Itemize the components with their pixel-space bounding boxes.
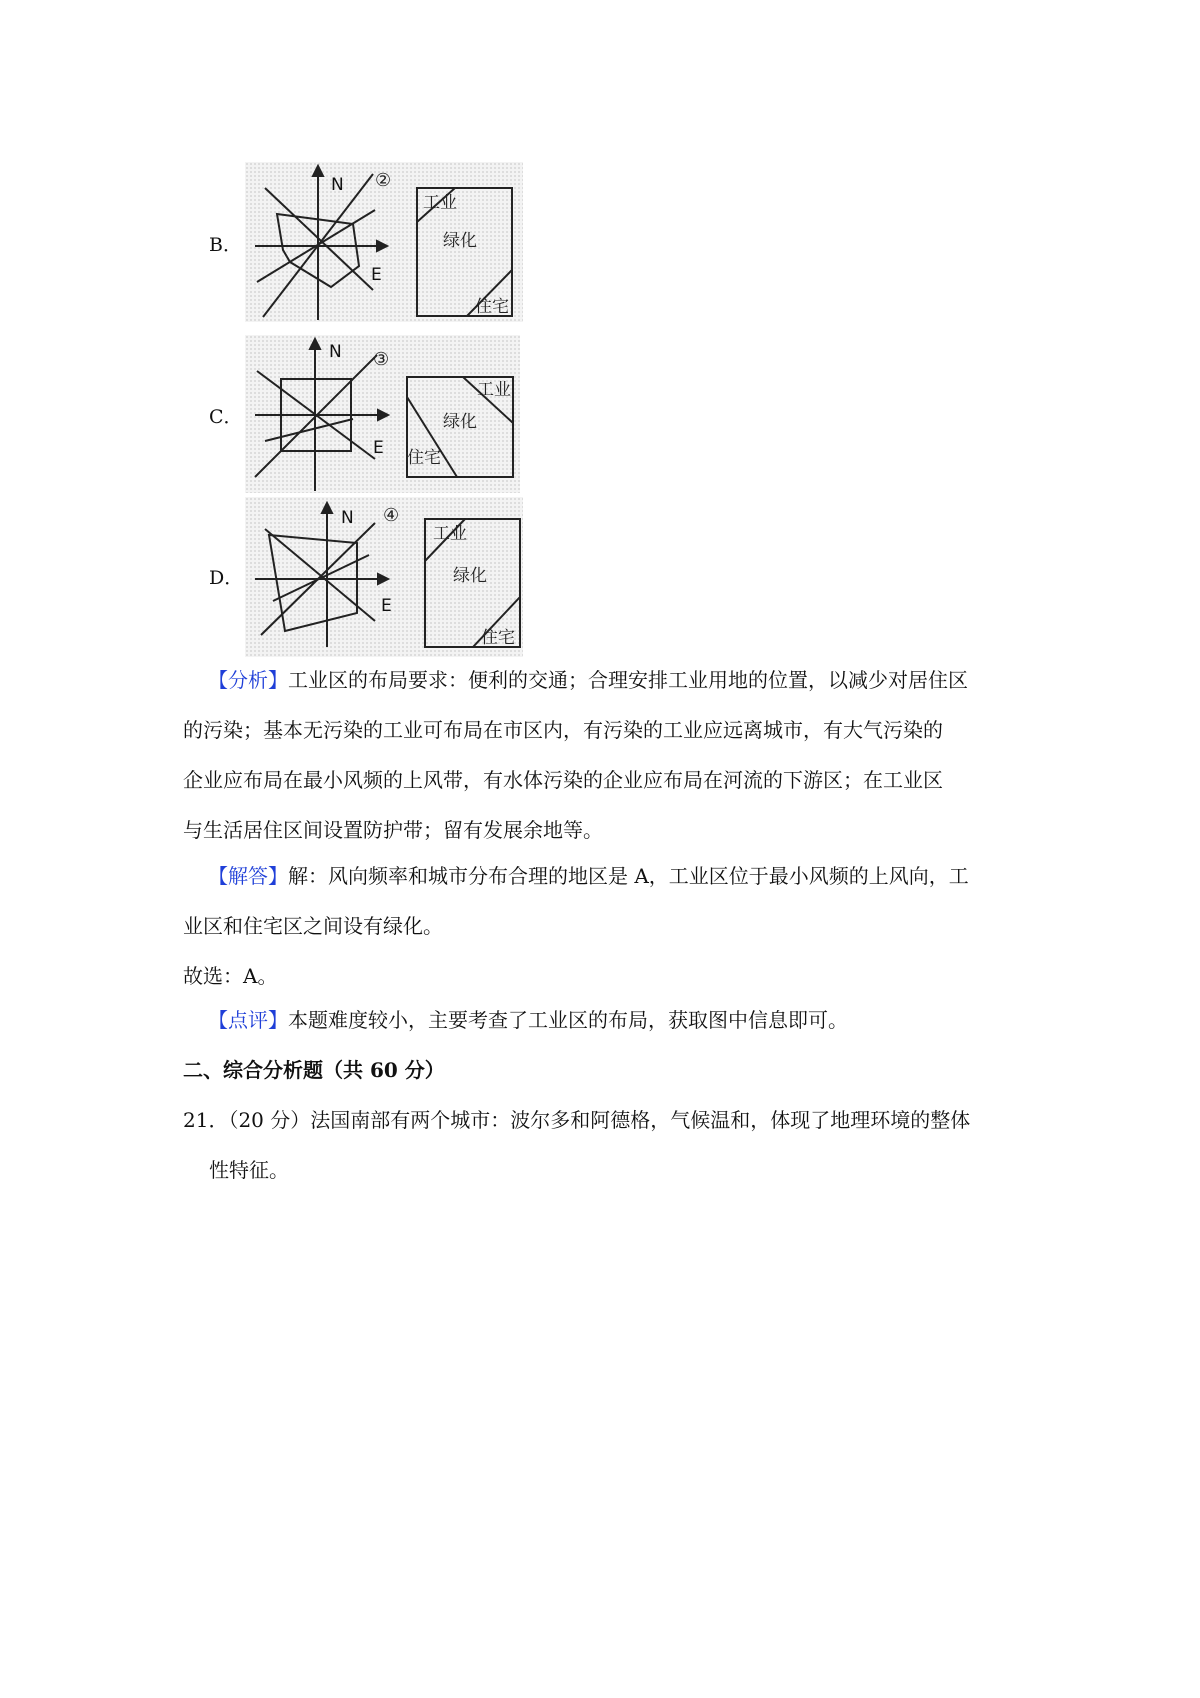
- zone-residential: 住宅: [407, 448, 441, 468]
- analysis-tag: 【分析】: [208, 668, 288, 692]
- option-b-label: B．: [209, 234, 242, 256]
- east-label: E: [373, 438, 384, 458]
- option-d-diagram: [245, 497, 523, 657]
- north-label: N: [331, 175, 344, 195]
- zone-industry: 工业: [477, 380, 511, 400]
- zone-industry: 工业: [433, 524, 467, 544]
- answer-line: 业区和住宅区之间设有绿化。: [183, 914, 443, 938]
- section-title: 二、综合分析题（共 60 分）: [183, 1058, 445, 1082]
- east-label: E: [371, 265, 382, 285]
- question-number: 21．: [183, 1108, 229, 1132]
- analysis-block: [183, 655, 1028, 855]
- north-label: N: [329, 342, 342, 362]
- option-c-figure: [245, 335, 520, 493]
- zone-residential: 住宅: [481, 628, 515, 648]
- zone-green: 绿化: [453, 566, 487, 586]
- answer-choice: 故选：A。: [183, 964, 278, 988]
- option-c-diagram: [245, 335, 520, 493]
- answer-tag: 【解答】: [208, 864, 288, 888]
- arrow-n: [310, 339, 320, 349]
- answer-block: [183, 851, 1028, 1001]
- zone-green: 绿化: [443, 412, 477, 432]
- comment-line: [208, 995, 1028, 1045]
- figure-number: ③: [373, 349, 390, 370]
- arrow-n: [313, 166, 323, 176]
- analysis-line: 与生活居住区间设置防护带；留有发展余地等。: [183, 818, 603, 842]
- question-21-line2: 性特征。: [209, 1158, 289, 1182]
- arrow-e: [378, 410, 388, 420]
- analysis-text: 工业区的布局要求：便利的交通；合理安排工业用地的位置，以减少对居住区: [288, 668, 968, 692]
- answer-text: 解：风向频率和城市分布合理的地区是 A，工业区位于最小风频的上风向，工: [288, 864, 969, 888]
- zone-residential: 住宅: [475, 297, 509, 317]
- option-d-label: D．: [209, 567, 244, 589]
- figure-number: ④: [383, 505, 400, 526]
- question-21-line1: [183, 1095, 970, 1145]
- option-b-figure: [245, 162, 523, 322]
- arrow-n: [322, 503, 332, 513]
- option-c-label: C．: [209, 406, 243, 428]
- comment-tag: 【点评】: [208, 1008, 288, 1032]
- question-text: （20 分）法国南部有两个城市：波尔多和阿德格，气候温和，体现了地理环境的整体: [228, 1108, 971, 1132]
- arrow-e: [378, 574, 388, 584]
- zone-green: 绿化: [443, 231, 477, 251]
- arrow-e: [377, 241, 387, 251]
- option-d-figure: [245, 497, 523, 657]
- figure-number: ②: [375, 170, 392, 191]
- zone-industry: 工业: [423, 193, 457, 213]
- comment-text: 本题难度较小，主要考查了工业区的布局，获取图中信息即可。: [288, 1008, 848, 1032]
- east-label: E: [381, 596, 392, 616]
- answer-line: [208, 851, 1028, 901]
- analysis-line: [208, 655, 1028, 705]
- comment-block: [208, 995, 1028, 1045]
- analysis-line: 的污染；基本无污染的工业可布局在市区内，有污染的工业应远离城市，有大气污染的: [183, 718, 943, 742]
- analysis-line: 企业应布局在最小风频的上风带，有水体污染的企业应布局在河流的下游区；在工业区: [183, 768, 943, 792]
- option-b-diagram: [245, 162, 523, 322]
- north-label: N: [341, 508, 354, 528]
